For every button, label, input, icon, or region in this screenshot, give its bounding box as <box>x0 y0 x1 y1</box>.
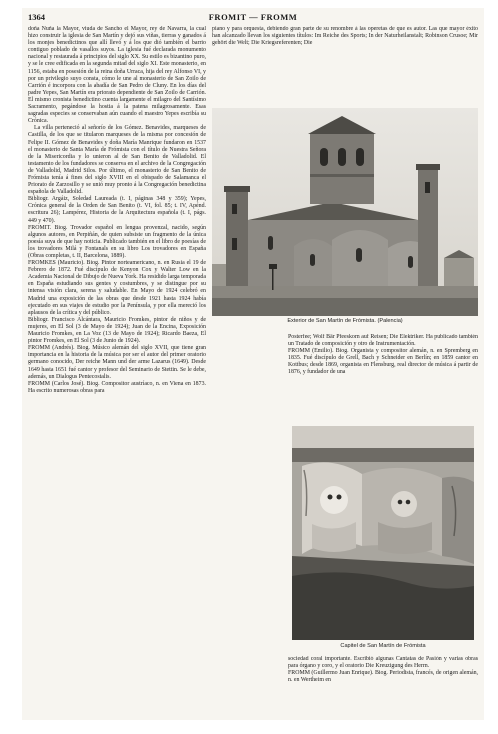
paragraph: sociedad coral importante. Escribió algunas Cantatas de Pasión y varias obras para órgano y coro, y el oratorio Die Kreuzigung des Herrn. <box>288 656 478 670</box>
dictionary-entry-fromm-emilio: FROMM (Emilio). Biog. Organista y compositor alemán, n. en Spremberg en 1835. Fué discípulo de Grell, Bach y Schneider en Berlín; en 1859 cantor en Kottbus; desde 1869, organista en Flensburg, real director de música á partir de 1876, y fundador de una <box>288 348 478 376</box>
dictionary-entry-fromit: FROMIT. Biog. Trovador español en lengua provenzal, nacido, según algunos autores, en Perpiñán, de quien subsiste un fragmento de la única poesía suya de que hay noticia. Publicado también en el libro de poesías de los trovadores Milá y Fontanals en su libro Los trovadores en España (Obras completas, t. II, Barcelona, 1889). <box>28 224 206 259</box>
photo-caption: Exterior de San Martín de Frómista. (Palencia) <box>287 318 403 324</box>
dictionary-entry-fromm-andres: FROMM (Andrés). Biog. Músico alemán del siglo XVII, que tiene gran importancia en la historia de la música por ser el autor del primer oratorio germano conocido, Der reiche Mann und der arme Lazarus (1649). Desde 1649 hasta 1651 fué cantor y profesor del Seminario de Stettin. Se le debe, además, un Dialogus Pentecostalis. <box>28 345 206 380</box>
dictionary-entry-fromm-guillermo: FROMM (Guillermo Juan Enrique). Biog. Periodista, francés, de origen alemán, n. en Wertheim en <box>288 670 478 684</box>
photo-caption: Capitel de San Martín de Frómista <box>340 643 426 649</box>
church-exterior-photo <box>212 108 478 316</box>
page-header <box>28 10 478 24</box>
text-column-right-bottom <box>288 656 478 716</box>
bibliography-entry: Bibliogr. Francisco Alcántara, Mauricio Fromkes, pintor de niños y de mujeres, en El Sol (3 de Mayo de 1924); Juan de la Encina, Exposición Mauricio Fromkes, en La Voz (13 de Mayo de 1924); Ricardo Baeza, El pintor Fromkes, en El Sol (3 de Junio de 1924). <box>28 316 206 345</box>
paragraph: Posterfee; Wolf Bär Pfeeskorn auf Reisen; Die Elektriker. Ha publicado también un Tratado de composición y otro de Instrumentación. <box>288 334 478 348</box>
paragraph: La villa perteneció al señorío de los Gómez. Benavides, marqueses de Castilla, de los que se titularon marqueses de la misma por concesión de Felipe II. Gómez de Benavides y doña María Manrique fundaron en 1537 el monasterio de Santa María de Frómista con el título de Nuestra Señora de la Misericordia y lo unieron al de San Benito de Valladolid. El testamento de los fundadores se conserva en el archivo de la Congregación de Valladolid, Madrid Silos. Por último, el monasterio de San Benito de Frómista tenía á fines del siglo XVIII en el obispado de Salamanca el Priorato de Zarzosillo y se unió muy pronto á la Congregación benedictina española de Valladolid. <box>28 125 206 196</box>
page <box>22 8 484 720</box>
dictionary-entry-fromkes: FROMKES (Mauricio). Biog. Pintor norteamericano, n. en Rusia el 19 de Febrero de 1872. Fué discípulo de Kenyon Cox y Walter Low en la Academia Nacional de Dibujo de Nueva York. Ha residido larga temporada en España estudiando sus gentes y costumbres, y se distingue por su intensa visión clara, serena y saludable. En Mayo de 1924 celebró en Madrid una exposición de las obras que desde 1921 hasta 1924 había ejecutado en sus viajes de estudio por la Península, y por ella mereció los aplausos de la crítica y del público. <box>28 260 206 316</box>
page-number: 1364 <box>28 12 45 22</box>
dictionary-entry-fromm-carlos: FROMM (Carlos José). Biog. Compositor austríaco, n. en Viena en 1873. Ha escrito numerosas obras para <box>28 380 206 394</box>
paragraph: doña Nuña la Mayor, viuda de Sancho el Mayor, rey de Navarra, la cual hizo construir la iglesia de San Martín y dejó sus viñas, tierras y ganados á los monjes benedictinos que allí llevó y á los que dió también el barrio contiguo poblado de vasallos suyos. La iglesia fué declarada monumento nacional y restaurada á principios del siglo XX. Su estilo es bizantino puro, y se le cree edificada en la segunda mitad del siglo XI. Este monasterio, en 1156, estaba en posesión de la reina doña Urraca, hija del rey Alfonso VI, y por un privilegio suyo consta, cómo le une al monasterio de San Zoilo de Carrión é incorpora con la abadía de San Pedro de Cluny. En los días del padre Yepes, San Martín era priorato dependiente de San Zoilo de Carrión. El mismo cronista benedictino cuenta largamente el milagro del Santísimo Sacramento, pegándose la hostia á la patena milagrosamente. Esas sagradas especies se conservaban aún cuando el maestro Yepes escribía su Crónica. <box>28 26 206 125</box>
text-column-right-middle <box>288 334 478 418</box>
capital-sculpture-photo <box>292 426 474 640</box>
bibliography-entry: Bibliogr. Argáiz, Soledad Laureada (t. I, páginas 348 y 359); Yepes, Crónica general de la Orden de San Benito (t. VI, fol. 85; t. IV, Apénd. escritura 26); Lampérez, Historia de la Arquitectura española (t. I, págs. 449 y 470). <box>28 196 206 224</box>
running-title: FROMIT — FROMM <box>208 12 298 22</box>
text-column-right-top <box>212 26 478 104</box>
text-column-left <box>28 26 206 716</box>
paragraph: piano y para orquesta, debiendo gran parte de su renombre á las operetas de que es autor. Las que mayor éxito han alcanzado llevan los siguientes títulos: Im Reiche des Sports; In der Naturheilanstalt; Robinson Crusoe; Mir gehört die Welt; Die Kriegsreferenten; Die <box>212 26 478 47</box>
